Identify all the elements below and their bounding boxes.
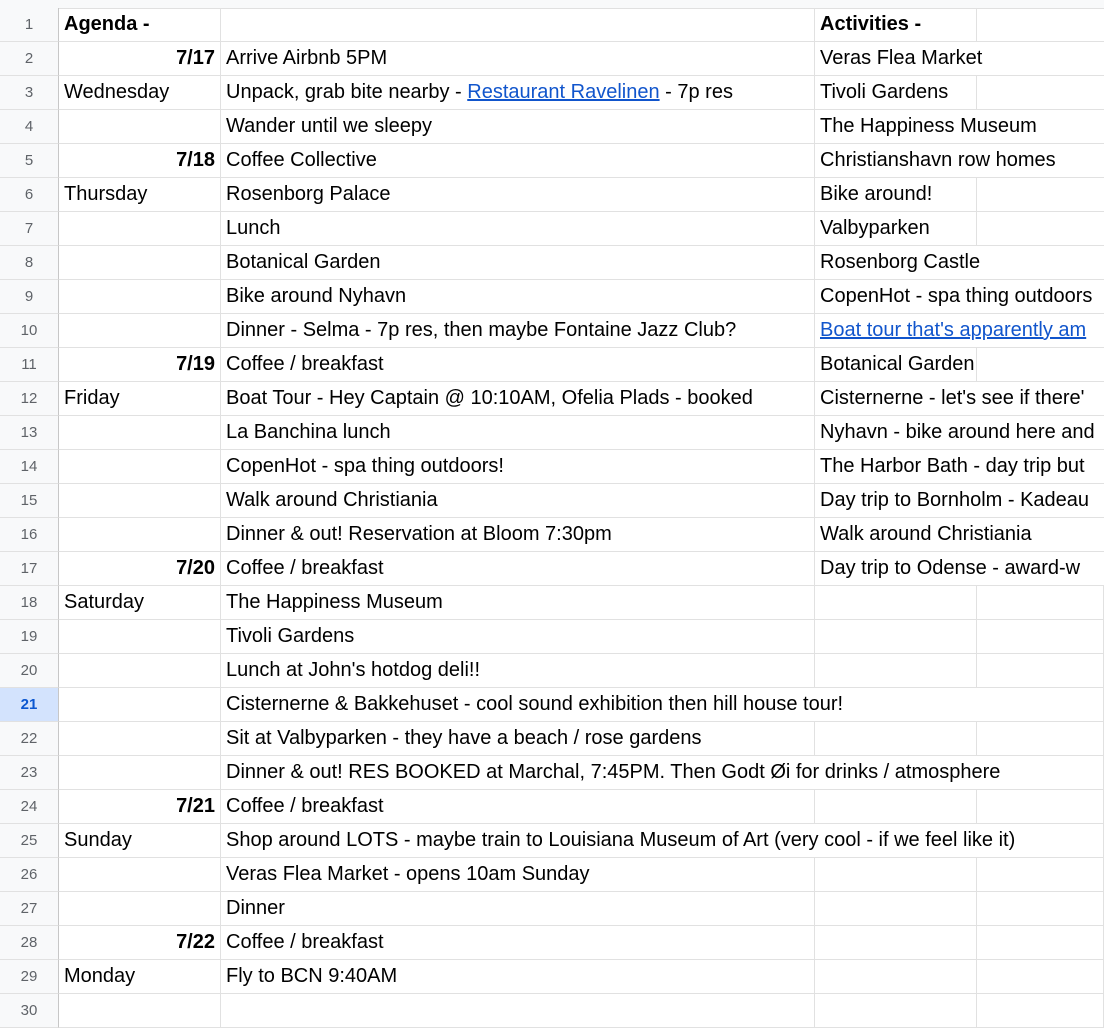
- cell-empty[interactable]: [977, 620, 1104, 654]
- plan-text: Tivoli Gardens: [226, 625, 355, 647]
- day-label: Friday: [64, 387, 120, 409]
- row-header[interactable]: 29: [0, 960, 59, 994]
- cell-date[interactable]: [59, 110, 221, 144]
- cell-plan[interactable]: [221, 212, 815, 246]
- activity-text: Veras Flea Market: [820, 47, 983, 69]
- row-header[interactable]: 7: [0, 212, 59, 246]
- cell-empty[interactable]: [977, 654, 1104, 688]
- cell-activity[interactable]: [815, 42, 1104, 76]
- cell-date[interactable]: [59, 926, 221, 960]
- cell-date[interactable]: [59, 858, 221, 892]
- cell-date[interactable]: [59, 586, 221, 620]
- row-header[interactable]: 20: [0, 654, 59, 688]
- cell-activity[interactable]: [815, 960, 977, 994]
- date-label: 7/21: [176, 795, 215, 817]
- cell-plan[interactable]: [221, 76, 815, 110]
- row-header[interactable]: 30: [0, 994, 59, 1028]
- row-header[interactable]: 4: [0, 110, 59, 144]
- row-header[interactable]: 5: [0, 144, 59, 178]
- row-header[interactable]: 23: [0, 756, 59, 790]
- cell-plan[interactable]: [221, 926, 815, 960]
- plan-text: Wander until we sleepy: [226, 115, 433, 137]
- plan-text: Walk around Christiania: [226, 489, 438, 511]
- cell-date[interactable]: [59, 756, 221, 790]
- date-label: 7/17: [176, 47, 215, 69]
- row-header[interactable]: 22: [0, 722, 59, 756]
- cell-activity[interactable]: [815, 450, 1104, 484]
- activity-text: Cisternerne - let's see if there': [820, 387, 1085, 409]
- cell-activity[interactable]: [815, 8, 1104, 42]
- gridline: [976, 76, 977, 110]
- cell-plan[interactable]: [221, 280, 815, 314]
- plan-text: Shop around LOTS - maybe train to Louisiana Museum of Art (very cool - if we feel like it): [226, 829, 1016, 851]
- row-header[interactable]: 15: [0, 484, 59, 518]
- activities-header: Activities -: [820, 13, 922, 35]
- plan-text: Lunch at John's hotdog deli!!: [226, 659, 481, 681]
- cell-date[interactable]: [59, 178, 221, 212]
- row-header[interactable]: 12: [0, 382, 59, 416]
- cell-date[interactable]: [59, 994, 221, 1028]
- date-label: 7/20: [176, 557, 215, 579]
- plan-text: Dinner & out! Reservation at Bloom 7:30pm: [226, 523, 612, 545]
- activity-text: The Happiness Museum: [820, 115, 1037, 137]
- cell-date[interactable]: [59, 42, 221, 76]
- cell-empty[interactable]: [977, 960, 1104, 994]
- cell-date[interactable]: [59, 892, 221, 926]
- date-label: 7/18: [176, 149, 215, 171]
- cell-plan[interactable]: [221, 552, 815, 586]
- activity-text: Valbyparken: [820, 217, 930, 239]
- row-header[interactable]: 2: [0, 42, 59, 76]
- row-header[interactable]: 17: [0, 552, 59, 586]
- plan-text: Veras Flea Market - opens 10am Sunday: [226, 863, 590, 885]
- plan-suffix: - 7p res: [659, 81, 733, 103]
- cell-activity[interactable]: [815, 926, 977, 960]
- cell-empty[interactable]: [977, 994, 1104, 1028]
- cell-empty[interactable]: [977, 858, 1104, 892]
- cell-date[interactable]: [59, 382, 221, 416]
- plan-text: Cisternerne & Bakkehuset - cool sound exhibition then hill house tour!: [226, 693, 844, 715]
- cell-date[interactable]: [59, 824, 221, 858]
- activity-text[interactable]: Boat tour that's apparently am: [820, 319, 1087, 341]
- plan-text: Fly to BCN 9:40AM: [226, 965, 398, 987]
- cell-activity[interactable]: [815, 484, 1104, 518]
- row-header[interactable]: 28: [0, 926, 59, 960]
- cell-plan[interactable]: [221, 484, 815, 518]
- plan-text: Unpack, grab bite nearby -: [226, 81, 468, 103]
- row-header[interactable]: 8: [0, 246, 59, 280]
- plan-text: Rosenborg Palace: [226, 183, 391, 205]
- date-label: 7/22: [176, 931, 215, 953]
- cell-empty[interactable]: [977, 688, 1104, 722]
- cell-plan[interactable]: [221, 348, 815, 382]
- cell-date[interactable]: [59, 280, 221, 314]
- cell-activity[interactable]: [815, 76, 1104, 110]
- cell-date[interactable]: [59, 722, 221, 756]
- cell-empty[interactable]: [977, 926, 1104, 960]
- plan-text: Dinner: [226, 897, 285, 919]
- cell-plan[interactable]: [221, 756, 1001, 790]
- cell-plan[interactable]: [221, 178, 815, 212]
- plan-text: CopenHot - spa thing outdoors!: [226, 455, 504, 477]
- cell-plan[interactable]: [221, 8, 815, 42]
- plan-text: Bike around Nyhavn: [226, 285, 407, 307]
- plan-text: Sit at Valbyparken - they have a beach / rose gardens: [226, 727, 702, 749]
- cell-plan[interactable]: [221, 654, 815, 688]
- cell-activity[interactable]: [815, 518, 1104, 552]
- cell-date[interactable]: [59, 790, 221, 824]
- cell-date[interactable]: [59, 416, 221, 450]
- cell-date[interactable]: [59, 144, 221, 178]
- row-header[interactable]: 1: [0, 8, 59, 42]
- cell-plan[interactable]: [221, 314, 815, 348]
- day-label: Thursday: [64, 183, 148, 205]
- activity-text: Day trip to Bornholm - Kadeau: [820, 489, 1090, 511]
- row-header[interactable]: 18: [0, 586, 59, 620]
- cell-activity[interactable]: [815, 790, 977, 824]
- cell-plan[interactable]: [221, 246, 815, 280]
- cell-activity[interactable]: [815, 892, 977, 926]
- plan-text: Dinner - Selma - 7p res, then maybe Fontaine Jazz Club?: [226, 319, 737, 341]
- gridline: [976, 348, 977, 382]
- gridline: [976, 178, 977, 212]
- activity-text: Tivoli Gardens: [820, 81, 949, 103]
- row-header[interactable]: 19: [0, 620, 59, 654]
- cell-activity[interactable]: [815, 552, 1104, 586]
- day-label: Wednesday: [64, 81, 170, 103]
- cell-plan[interactable]: [221, 892, 815, 926]
- cell-plan[interactable]: [221, 960, 815, 994]
- row-header[interactable]: 14: [0, 450, 59, 484]
- cell-date[interactable]: [59, 960, 221, 994]
- cell-date[interactable]: [59, 8, 221, 42]
- row-header[interactable]: 10: [0, 314, 59, 348]
- row-header[interactable]: 27: [0, 892, 59, 926]
- plan-text: Botanical Garden: [226, 251, 381, 273]
- agenda-header: Agenda -: [64, 13, 150, 35]
- cell-date[interactable]: [59, 552, 221, 586]
- activity-text: Botanical Garden: [820, 353, 975, 375]
- row-header[interactable]: 6: [0, 178, 59, 212]
- cell-plan[interactable]: [221, 144, 815, 178]
- activity-text: The Harbor Bath - day trip but: [820, 455, 1085, 477]
- cell-empty[interactable]: [977, 722, 1104, 756]
- day-label: Monday: [64, 965, 136, 987]
- cell-date[interactable]: [59, 212, 221, 246]
- cell-plan[interactable]: [221, 110, 815, 144]
- plan-text: Coffee / breakfast: [226, 353, 384, 375]
- cell-plan[interactable]: [221, 450, 815, 484]
- cell-date[interactable]: [59, 688, 221, 722]
- plan-text: Coffee Collective: [226, 149, 377, 171]
- cell-date[interactable]: [59, 348, 221, 382]
- cell-activity[interactable]: [815, 178, 1104, 212]
- plan-text: Lunch: [226, 217, 281, 239]
- plan-text: Dinner & out! RES BOOKED at Marchal, 7:45PM. Then Godt Øi for drinks / atmosphere: [226, 761, 1001, 783]
- row-header[interactable]: 16: [0, 518, 59, 552]
- cell-activity[interactable]: [815, 280, 1104, 314]
- cell-plan[interactable]: [221, 824, 1016, 858]
- cell-date[interactable]: [59, 450, 221, 484]
- cell-activity[interactable]: [815, 994, 977, 1028]
- day-label: Saturday: [64, 591, 145, 613]
- cell-activity[interactable]: [815, 144, 1104, 178]
- plan-text: The Happiness Museum: [226, 591, 443, 613]
- cell-plan[interactable]: [221, 790, 815, 824]
- gridline: [976, 8, 977, 42]
- cell-date[interactable]: [59, 484, 221, 518]
- row-header[interactable]: 11: [0, 348, 59, 382]
- cell-plan[interactable]: [221, 382, 815, 416]
- row-header[interactable]: 26: [0, 858, 59, 892]
- cell-activity[interactable]: [815, 620, 977, 654]
- cell-plan[interactable]: [221, 688, 844, 722]
- cell-plan[interactable]: [221, 994, 815, 1028]
- plan-text: Coffee / breakfast: [226, 795, 384, 817]
- cell-activity[interactable]: [815, 382, 1104, 416]
- cell-plan[interactable]: [221, 42, 815, 76]
- cell-date[interactable]: [59, 314, 221, 348]
- cell-activity[interactable]: [815, 246, 1104, 280]
- row-header[interactable]: 3: [0, 76, 59, 110]
- cell-plan[interactable]: [221, 586, 815, 620]
- cell-activity[interactable]: [815, 722, 977, 756]
- activity-text: Rosenborg Castle: [820, 251, 981, 273]
- cell-date[interactable]: [59, 246, 221, 280]
- cell-activity[interactable]: [815, 654, 977, 688]
- cell-activity[interactable]: [815, 586, 977, 620]
- activity-text: Christianshavn row homes: [820, 149, 1056, 171]
- activity-text: Walk around Christiania: [820, 523, 1032, 545]
- cell-plan[interactable]: [221, 858, 815, 892]
- plan-text: Coffee / breakfast: [226, 931, 384, 953]
- plan-text: La Banchina lunch: [226, 421, 391, 443]
- cell-empty[interactable]: [977, 586, 1104, 620]
- cell-date[interactable]: [59, 76, 221, 110]
- cell-plan[interactable]: [221, 518, 815, 552]
- cell-activity[interactable]: [815, 858, 977, 892]
- plan-text: Arrive Airbnb 5PM: [226, 47, 388, 69]
- activity-text: Nyhavn - bike around here and: [820, 421, 1095, 443]
- cell-activity[interactable]: [815, 110, 1104, 144]
- cell-activity[interactable]: [815, 212, 1104, 246]
- restaurant-link[interactable]: Restaurant Ravelinen: [467, 81, 660, 103]
- date-label: 7/19: [176, 353, 215, 375]
- cell-date[interactable]: [59, 654, 221, 688]
- cell-activity[interactable]: [815, 314, 1104, 348]
- cell-plan[interactable]: [221, 416, 815, 450]
- gridline: [976, 212, 977, 246]
- cell-activity[interactable]: [815, 348, 1104, 382]
- activity-text: CopenHot - spa thing outdoors: [820, 285, 1093, 307]
- cell-plan[interactable]: [221, 620, 815, 654]
- row-header[interactable]: 9: [0, 280, 59, 314]
- cell-date[interactable]: [59, 518, 221, 552]
- row-header[interactable]: 21: [0, 688, 59, 722]
- row-header[interactable]: 25: [0, 824, 59, 858]
- cell-date[interactable]: [59, 620, 221, 654]
- day-label: Sunday: [64, 829, 132, 851]
- activity-text: Day trip to Odense - award-w: [820, 557, 1081, 579]
- plan-text: Coffee / breakfast: [226, 557, 384, 579]
- plan-text: Boat Tour - Hey Captain @ 10:10AM, Ofelia Plads - booked: [226, 387, 753, 409]
- cell-activity[interactable]: [815, 416, 1104, 450]
- row-header[interactable]: 24: [0, 790, 59, 824]
- cell-empty[interactable]: [977, 790, 1104, 824]
- activity-text: Bike around!: [820, 183, 933, 205]
- cell-plan[interactable]: [221, 722, 815, 756]
- cell-empty[interactable]: [977, 892, 1104, 926]
- row-header[interactable]: 13: [0, 416, 59, 450]
